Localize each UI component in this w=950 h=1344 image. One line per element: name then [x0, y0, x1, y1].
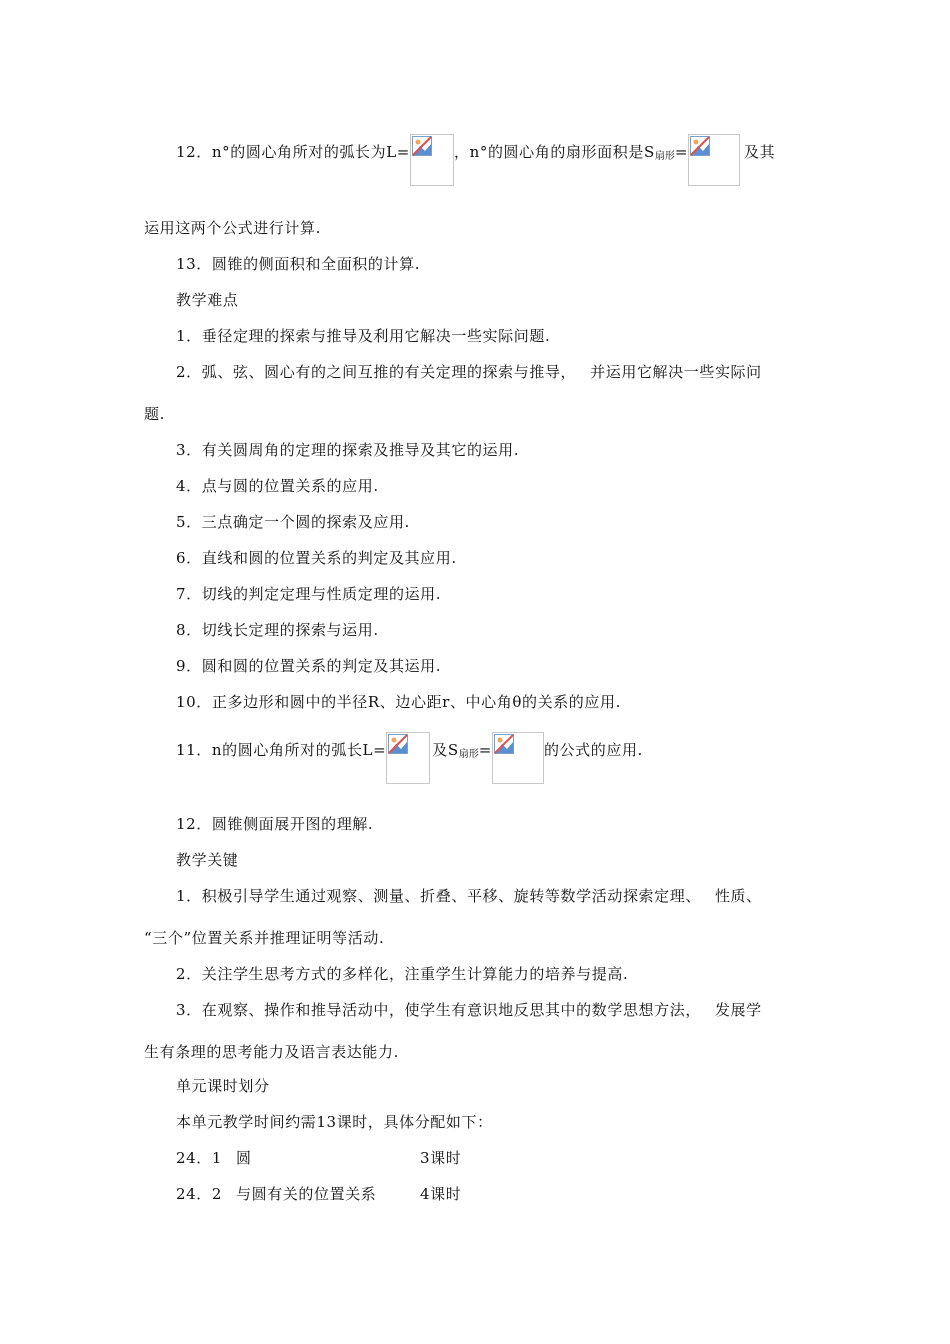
formula-image-placeholder [688, 134, 740, 186]
schedule-intro: 本单元教学时间约需13课时，具体分配如下： [176, 1113, 493, 1131]
difficulty-item-11 [176, 740, 643, 784]
schedule-row-hours: 3课时 [420, 1149, 462, 1167]
broken-image-icon [494, 734, 514, 754]
difficulty-item-2-continuation: 题. [144, 405, 165, 423]
item-12-continuation: 运用这两个公式进行计算. [144, 219, 321, 237]
text: 2．弧、弦、圆心有的之间互推的有关定理的探索与推导， [176, 363, 577, 381]
schedule-row-name: 圆 [236, 1149, 252, 1167]
difficulty-item-12: 12．圆锥侧面展开图的理解. [176, 815, 374, 833]
difficulty-item-1: 1．垂径定理的探索与推导及利用它解决一些实际问题. [176, 327, 551, 345]
key-item-1-continuation: “三个”位置关系并推理证明等活动. [144, 929, 385, 947]
item-12-arc-formula [176, 142, 775, 186]
text: = [478, 741, 492, 759]
text: 12．n°的圆心角所对的弧长为L= [176, 143, 410, 161]
difficulty-item-9: 9．圆和圆的位置关系的判定及其运用. [176, 657, 442, 675]
difficulty-item-7: 7．切线的判定定理与性质定理的运用. [176, 585, 442, 603]
text: 的公式的应用. [543, 741, 643, 759]
difficulty-item-2 [176, 362, 762, 382]
heading-difficulties: 教学难点 [176, 291, 239, 309]
key-item-3 [176, 1000, 762, 1020]
text: 及其 [744, 143, 776, 161]
difficulty-item-5: 5．三点确定一个圆的探索及应用. [176, 513, 410, 531]
text: 并运用它解决一些实际问 [590, 363, 762, 381]
formula-image-placeholder [492, 732, 544, 784]
formula-image-placeholder [386, 732, 430, 784]
text: S [643, 143, 655, 161]
text: 性质、 [714, 887, 762, 905]
schedule-row-hours: 4课时 [420, 1185, 462, 1203]
schedule-row [176, 1184, 222, 1204]
section-number: 24．1 [176, 1149, 223, 1167]
difficulty-item-3: 3．有关圆周角的定理的探索及推导及其它的运用. [176, 441, 520, 459]
difficulty-item-10: 10．正多边形和圆中的半径R、边心距r、中心角θ的关系的应用. [176, 693, 621, 711]
item-13: 13．圆锥的侧面积和全面积的计算. [176, 255, 421, 273]
subscript: 扇形 [458, 749, 479, 760]
broken-image-icon [388, 734, 408, 754]
formula-image-placeholder [410, 134, 454, 186]
text: ，n°的圆心角的扇形面积是 [453, 143, 644, 161]
schedule-row-name: 与圆有关的位置关系 [236, 1185, 377, 1203]
text: 3．在观察、操作和推导活动中，使学生有意识地反思其中的数学思想方法， [176, 1001, 701, 1019]
section-number: 24．2 [176, 1185, 223, 1203]
text: S [447, 741, 459, 759]
difficulty-item-6: 6．直线和圆的位置关系的判定及其应用. [176, 549, 457, 567]
schedule-row [176, 1148, 222, 1168]
text: 11．n的圆心角所对的弧长L= [176, 741, 387, 759]
broken-image-icon [690, 136, 710, 156]
text: 及 [432, 741, 448, 759]
key-item-3-continuation: 生有条理的思考能力及语言表达能力. [144, 1043, 399, 1061]
subscript: 扇形 [654, 151, 675, 162]
difficulty-item-8: 8．切线长定理的探索与运用. [176, 621, 379, 639]
broken-image-icon [412, 136, 432, 156]
text: 1．积极引导学生通过观察、测量、折叠、平移、旋转等数学活动探索定理、 [176, 887, 701, 905]
text: 发展学 [714, 1001, 762, 1019]
heading-schedule: 单元课时划分 [176, 1077, 270, 1095]
key-item-2: 2．关注学生思考方式的多样化，注重学生计算能力的培养与提高. [176, 965, 629, 983]
key-item-1 [176, 886, 762, 906]
difficulty-item-4: 4．点与圆的位置关系的应用. [176, 477, 379, 495]
text: = [674, 143, 689, 161]
heading-keys: 教学关键 [176, 851, 239, 869]
